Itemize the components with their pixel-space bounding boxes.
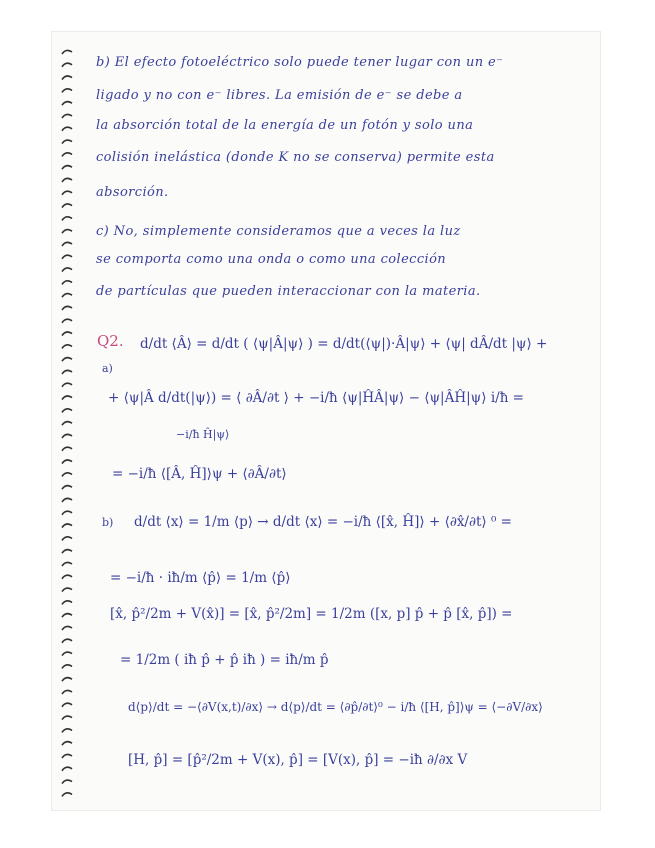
binding-ring [62, 793, 72, 797]
binding-ring [62, 89, 72, 93]
binding-ring [62, 332, 72, 336]
binding-ring [62, 498, 72, 502]
binding-ring [62, 409, 72, 413]
equation-line: d⟨p⟩/dt = −⟨∂V(x,t)/∂x⟩ → d⟨p⟩/dt = ⟨∂p̂/∂t⟩⁰ − i/ħ ⟨[H, p̂]⟩ψ = ⟨−∂V/∂x⟩ [128, 700, 543, 714]
binding-ring [62, 511, 72, 515]
binding-ring [62, 102, 72, 106]
binding-ring [62, 358, 72, 362]
binding-ring [62, 178, 72, 182]
binding-ring [62, 742, 72, 746]
notebook-page [52, 32, 600, 810]
binding-ring [62, 153, 72, 157]
note-line: la absorción total de la energía de un fotón y solo una [96, 118, 474, 133]
binding-ring [62, 447, 72, 451]
binding-ring [62, 50, 72, 54]
binding-ring [62, 127, 72, 131]
binding-ring [62, 345, 72, 349]
binding-ring [62, 460, 72, 464]
equation-line: −i/ħ Ĥ|ψ⟩ [176, 428, 230, 441]
binding-ring [62, 306, 72, 310]
equation-line: [H, p̂] = [p̂²/2m + V(x), p̂] = [V(x), p̂] = −iħ ∂/∂x V [128, 752, 468, 768]
binding-ring [62, 652, 72, 656]
binding-ring [62, 639, 72, 643]
binding-ring [62, 396, 72, 400]
binding-ring [62, 550, 72, 554]
binding-ring [62, 626, 72, 630]
binding-ring [62, 76, 72, 80]
binding-ring [62, 383, 72, 387]
note-line: de partículas que pueden interaccionar con la materia. [96, 284, 481, 299]
binding-ring [62, 140, 72, 144]
binding-ring [62, 166, 72, 170]
equation-line: d/dt ⟨x⟩ = 1/m ⟨p⟩ → d/dt ⟨x⟩ = −i/ħ ⟨[x̂, Ĥ]⟩ + ⟨∂x̂/∂t⟩ ⁰ = [134, 514, 512, 530]
binding-ring [62, 601, 72, 605]
binding-ring [62, 319, 72, 323]
binding-ring [62, 370, 72, 374]
binding-ring [62, 217, 72, 221]
binding-ring [62, 281, 72, 285]
binding-ring [62, 690, 72, 694]
binding-ring [62, 422, 72, 426]
binding-ring [62, 614, 72, 618]
spiral-binding [60, 44, 74, 804]
part-label: b) [102, 516, 114, 529]
binding-ring [62, 114, 72, 118]
binding-ring [62, 703, 72, 707]
equation-line: = −i/ħ · iħ/m ⟨p̂⟩ = 1/m ⟨p̂⟩ [110, 570, 291, 586]
binding-ring [62, 537, 72, 541]
equation-line: = 1/2m ( iħ p̂ + p̂ iħ ) = iħ/m p̂ [120, 652, 329, 668]
binding-ring [62, 716, 72, 720]
note-line: colisión inelástica (donde K no se conserva) permite esta [96, 150, 495, 165]
binding-ring [62, 191, 72, 195]
equation-line: d/dt ⟨Â⟩ = d/dt ( ⟨ψ|Â|ψ⟩ ) = d/dt(⟨ψ|)·Â|ψ⟩ + ⟨ψ| dÂ/dt |ψ⟩ + [140, 336, 548, 352]
binding-ring [62, 729, 72, 733]
note-line: ligado y no con e⁻ libres. La emisión de e⁻ se debe a [96, 88, 463, 103]
note-line: c) No, simplemente consideramos que a veces la luz [96, 224, 461, 239]
binding-ring [62, 562, 72, 566]
equation-line: [x̂, p̂²/2m + V(x̂)] = [x̂, p̂²/2m] = 1/2m ([x, p] p̂ + p̂ [x̂, p̂]) = [110, 606, 513, 622]
note-line: se comporta como una onda o como una colección [96, 252, 447, 267]
binding-ring [62, 678, 72, 682]
note-line: absorción. [96, 185, 169, 200]
binding-ring [62, 204, 72, 208]
binding-ring [62, 230, 72, 234]
binding-ring [62, 665, 72, 669]
binding-ring [62, 242, 72, 246]
binding-ring [62, 780, 72, 784]
binding-ring [62, 754, 72, 758]
question-label: Q2. [97, 332, 124, 350]
binding-ring [62, 486, 72, 490]
equation-line: + ⟨ψ|Â d/dt(|ψ⟩) = ⟨ ∂Â/∂t ⟩ + −i/ħ ⟨ψ|ĤÂ|ψ⟩ − ⟨ψ|ÂĤ|ψ⟩ i/ħ = [108, 390, 524, 406]
binding-ring [62, 434, 72, 438]
binding-ring [62, 575, 72, 579]
binding-ring [62, 268, 72, 272]
binding-ring [62, 473, 72, 477]
binding-ring [62, 588, 72, 592]
binding-ring [62, 294, 72, 298]
note-line: b) El efecto fotoeléctrico solo puede tener lugar con un e⁻ [96, 55, 504, 70]
part-label: a) [102, 362, 113, 375]
equation-line: = −i/ħ ⟨[Â, Ĥ]⟩ψ + ⟨∂Â/∂t⟩ [112, 466, 287, 482]
binding-ring [62, 524, 72, 528]
binding-ring [62, 255, 72, 259]
binding-ring [62, 63, 72, 67]
binding-ring [62, 767, 72, 771]
